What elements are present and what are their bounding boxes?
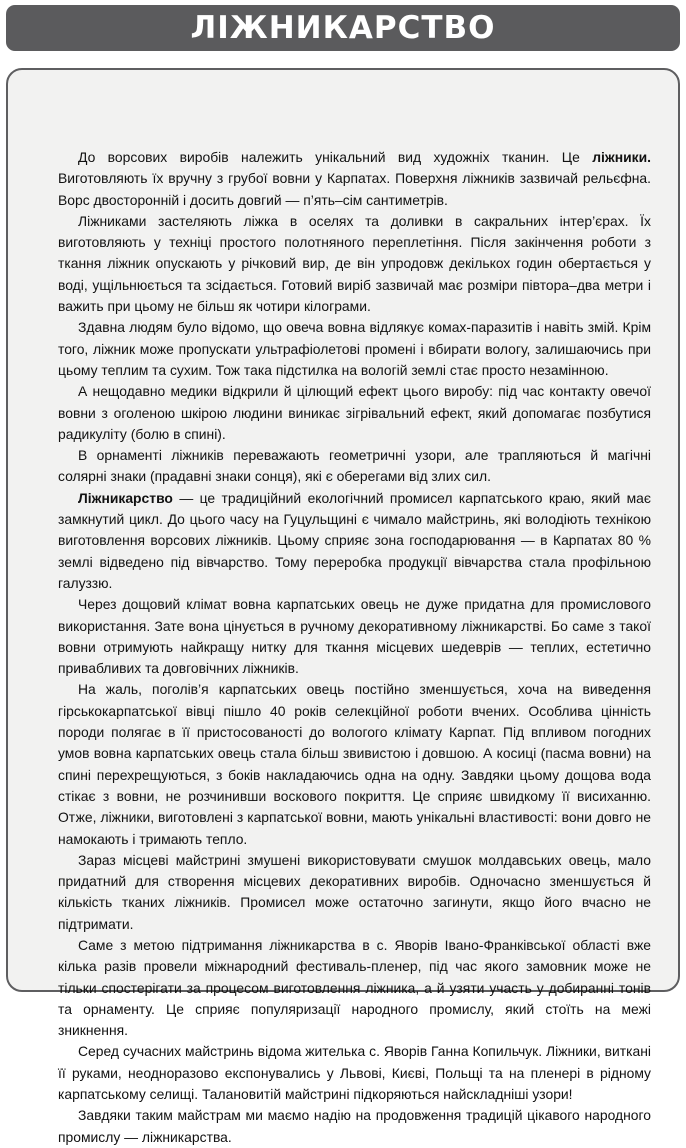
paragraph: Здавна людям було відомо, що овеча вовна відлякує комах-паразитів і навіть змій. Крім того, ліжник може пропускати ультрафіолетові промені і вбирати вологу, залишаючись при цьому теплим та сухим. Тож така підстилка на вологій землі стає просто незамінною. — [58, 319, 651, 378]
paragraph: Саме з метою підтримання ліжникарства в с. Яворів Івано-Франківської області вже кілька разів провели міжнародний фестиваль-пленер, під час якого замовник може не тільки спостерігати за процесом виготовлення ліжника, а й узяти участь у добиранні тонів та орнаменту. Це сприяє популяризації народного промислу, який стоїть на межі зникнення. — [58, 936, 651, 1039]
page-title: ЛІЖНИКАРСТВО — [190, 10, 496, 46]
paragraph: А нещодавно медики відкрили й цілющий ефект цього виробу: під час контакту овечої вовни з оголеною шкірою людини виникає зігрівальний ефект, який допомагає позбутися радикуліту (болю в спині). — [58, 383, 651, 442]
bold-term: ліжники. — [592, 149, 651, 165]
paragraph: Серед сучасних майстринь відома жителька с. Яворів Ганна Копильчук. Ліжники, виткані її руками, неодноразово експонувались у Львові, Києві, Польщі та на пленері в рідному карпатському селищі. Талановитій майстрині підкоряються найскладніші узори! — [58, 1043, 651, 1103]
paragraph: На жаль, поголів’я карпатських овець постійно зменшується, хоча на виведення гірськокарпатської вівці пішло 40 років селекційної роботи вчених. Особлива цінність породи полягає в її пристосованості до вологого клімату Карпат. Під впливом погодних умов вовна карпатських овець стала більш звивистою і довшою. А косиці (пасма вовни) на спині перехрещуються, з боків накладаючись одна на одну. Завдяки цьому дощова вода стікає з вовни, не розчинивши воскового покриття. Це сприяє швидкому її висиханню. Отже, ліжники, виготовлені з карпатської вовни, мають унікальні властивості: вони довго не намокають і тримають тепло. — [58, 681, 651, 847]
title-banner — [6, 5, 680, 51]
paragraph: Завдяки таким майстрам ми маємо надію на продовження традицій цікавого народного промислу — ліжникарства. — [58, 1107, 651, 1145]
paragraph: До ворсових виробів належить унікальний вид художніх тканин. Це ліжники. Виготовляють їх вручну з грубої вовни у Карпатах. Поверхня ліжників зазвичай рельєфна. Ворс двосторонній і досить довгий — п’ять–сім сантиметрів. — [58, 149, 651, 208]
article-body — [58, 147, 651, 1148]
paragraph: Ліжникарство — це традиційний екологічний промисел карпатського краю, який має замкнутий цикл. До цього часу на Гуцульщині є чимало майстринь, які володіють технікою виготовлення ворсових ліжників. Цьому сприяє зона господарювання — в Карпатах 80 % землі відведено під вівчарство. Тому переробка продукції вівчарства стала профільною галуззю. — [58, 489, 651, 591]
bold-term: Ліжникарство — [78, 489, 173, 506]
paragraph: В орнаменті ліжників переважають геометричні узори, але трапляються й магічні солярні знаки (прадавні знаки сонця), які є оберегами від злих сил. — [58, 447, 651, 485]
paragraph: Зараз місцеві майстрині змушені використовувати смушок молдавських овець, мало придатний для створення місцевих декоративних виробів. Одночасно зменшується й кількість тканих ліжників. Промисел може остаточно загинути, якщо його вчасно не підтримати. — [58, 851, 651, 932]
paragraph: Ліжниками застеляють ліжка в оселях та доливки в сакральних інтер’єрах. Їх виготовляють у техніці простого полотняного переплетіння. Після закінчення роботи з ткання ліжник опускають у річковий вир, де він упродовж декількох годин обертається у воді, ущільнюється та зсідається. Готовий виріб зазвичай має розміри півтора–два метри і важить при цьому не більш як чотири кілограми. — [58, 212, 651, 315]
paragraph: Через дощовий клімат вовна карпатських овець не дуже придатна для промислового використання. Зате вона цінується в ручному декоративному ліжникарстві. Бо саме з такої вовни отримують найкращу нитку для ткання місцевих шедеврів — теплих, естетично привабливих та довговічних ліжників. — [58, 596, 651, 677]
